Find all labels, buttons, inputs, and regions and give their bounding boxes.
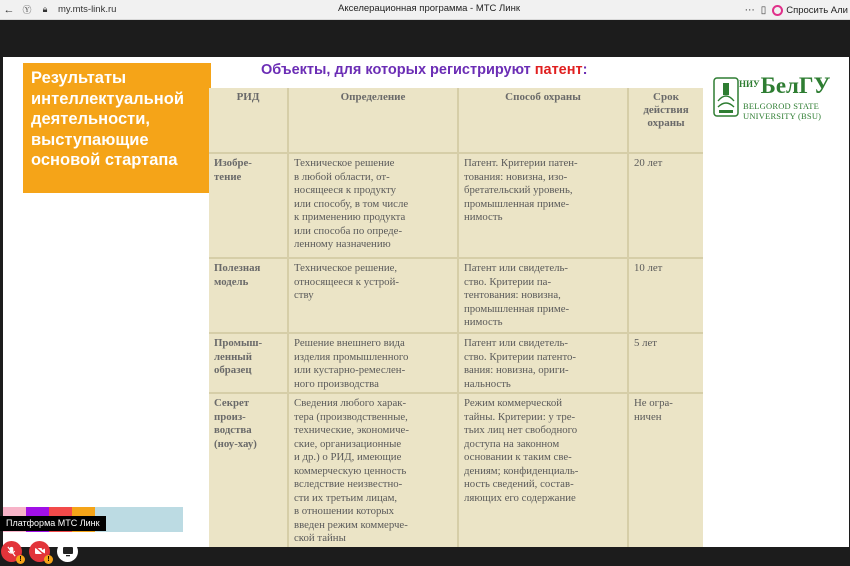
ask-alice-label: Спросить Али xyxy=(786,4,848,16)
browser-toolbar xyxy=(0,0,850,20)
table-cell-rid: Изобре- тение xyxy=(214,157,252,183)
table-cell-term: 5 лет xyxy=(634,337,657,349)
screen-share-icon xyxy=(62,546,74,557)
table-cell-protection: Патент или свидетель- ство. Критерии па- тентования: новизна, промышленная приме- нимость xyxy=(464,262,570,328)
table-header-cell: РИД xyxy=(236,91,260,103)
screen-share-button[interactable] xyxy=(57,541,78,562)
alice-icon xyxy=(772,5,783,16)
table-header-cell: Срок действия охраны xyxy=(643,91,689,129)
slide-title-suffix: : xyxy=(582,62,588,78)
table-cell-definition: Техническое решение в любой области, от- носящееся к продукту или способу, в том числе к применению продукта или способа по опреде- ленному назначению xyxy=(294,157,409,250)
table-cell-definition: Решение внешнего вида изделия промышленного или кустарно-ремеслен- ного производства xyxy=(294,337,409,390)
address-bar[interactable]: my.mts-link.ru xyxy=(58,4,117,15)
slide-title-accent: патент xyxy=(534,62,583,78)
table-cell-term: 10 лет xyxy=(634,262,663,274)
logo-niu-text: НИУ xyxy=(739,79,760,89)
table-divider xyxy=(209,392,703,394)
belsu-emblem-icon xyxy=(713,77,739,117)
table-cell-protection: Режим коммерческой тайны. Критерии: у тре- тьих лиц нет свободного доступа на законном основании к таким све- дениям; конфиденциаль- ность сведений, состав- ляющих его содержание xyxy=(464,397,579,504)
table-header-row xyxy=(209,88,703,129)
warning-badge-icon: ! xyxy=(16,555,25,564)
table-divider xyxy=(209,257,703,259)
table-cell-term: 20 лет xyxy=(634,157,663,169)
table-cell-definition: Сведения любого харак- тера (производственные, технические, экономиче- ские, организационные и др.) о РИД, имеющие коммерческую ценность вследствие неизвестно- сти их третьим лицам, в отношении которых введен режим коммерче- ской тайны xyxy=(294,397,409,544)
page-tab-title: Акселерационная программа - МТС Линк xyxy=(338,3,520,14)
logo-sub-line1: BELGOROD STATE xyxy=(743,101,820,111)
microphone-toggle-button[interactable] xyxy=(1,541,22,562)
table-cell-protection: Патент. Критерии патен- тования: новизна, изо- бретательский уровень, промышленная приме- нимость xyxy=(464,157,578,223)
table-cell-protection: Патент или свидетель- ство. Критерии патенто- вания: новизна, ориги- нальность xyxy=(464,337,577,390)
slide-title xyxy=(261,62,587,78)
table-divider xyxy=(209,332,703,334)
logo-subtitle xyxy=(743,101,821,121)
table-cell-definition: Техническое решение, относящееся к устрой- ству xyxy=(294,262,399,301)
back-icon[interactable]: ← xyxy=(3,3,15,16)
slide xyxy=(3,57,849,547)
lock-icon[interactable]: 🔒︎ xyxy=(42,4,48,14)
table-header-cell: Способ охраны xyxy=(505,91,581,103)
bookmark-icon[interactable]: ▯ xyxy=(760,4,767,16)
slide-left-heading: Результаты интеллектуальной деятельности, выступающие основой стартапа xyxy=(23,63,211,193)
logo-sub-line2: UNIVERSITY (BSU) xyxy=(743,111,822,121)
presentation-stage xyxy=(0,20,850,566)
table-divider xyxy=(209,152,703,154)
table-cell-rid: Полезная модель xyxy=(214,262,261,288)
yandex-icon[interactable]: Ⓨ xyxy=(22,5,32,15)
slide-title-prefix: Объекты, для которых регистрируют xyxy=(261,62,535,78)
table-header-cell: Определение xyxy=(340,91,406,103)
warning-badge-icon: ! xyxy=(44,555,53,564)
camera-off-icon xyxy=(34,546,46,556)
table-cell-term: Не огра- ничен xyxy=(634,397,673,423)
more-icon[interactable]: ⋯ xyxy=(744,4,755,16)
table-cell-rid: Секрет произ- водства (ноу-хау) xyxy=(214,397,257,450)
patent-objects-table xyxy=(209,88,703,547)
meeting-controls xyxy=(0,536,78,566)
table-cell-rid: Промыш- ленный образец xyxy=(214,337,263,376)
university-logo xyxy=(709,74,839,124)
camera-toggle-button[interactable] xyxy=(29,541,50,562)
color-swatch xyxy=(95,507,183,532)
platform-label: Платформа МТС Линк xyxy=(0,516,106,531)
mic-off-icon xyxy=(6,546,17,557)
logo-name: БелГУ xyxy=(760,73,831,98)
ask-alice-button[interactable] xyxy=(772,5,850,16)
